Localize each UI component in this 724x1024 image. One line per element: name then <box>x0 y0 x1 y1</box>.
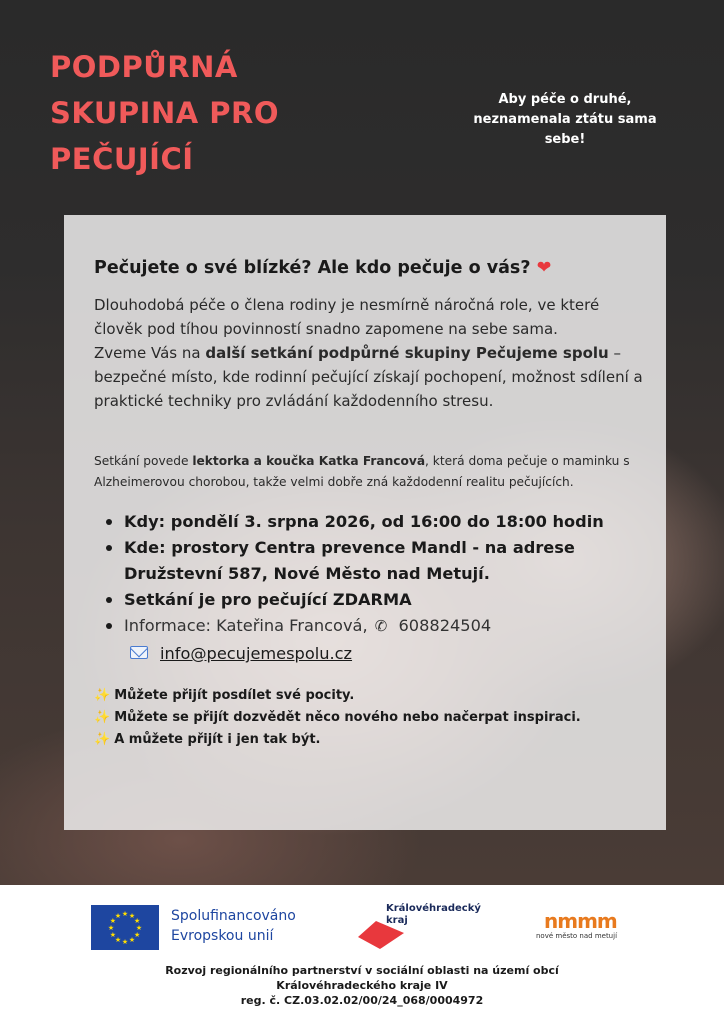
title-line: PODPŮRNÁ <box>50 50 238 84</box>
kraj-text <box>386 903 481 927</box>
nove-mesto-logo <box>536 911 636 943</box>
project-note-line: reg. č. CZ.03.02.02/00/24_068/0004972 <box>240 994 484 1007</box>
eu-text-line: Evropskou unií <box>171 928 274 944</box>
intro-text <box>94 293 646 413</box>
eu-star: ★ <box>135 924 143 932</box>
intro-paragraph-2-pre: Zveme Vás na <box>94 344 206 362</box>
eu-stars-icon <box>91 905 159 950</box>
eu-flag-icon <box>91 905 159 950</box>
eu-star: ★ <box>109 917 117 925</box>
email-link[interactable]: info@pecujemespolu.cz <box>160 644 353 663</box>
info-card <box>64 215 666 830</box>
kraj-text-line: kraj <box>386 915 408 926</box>
eu-star: ★ <box>109 931 117 939</box>
bonus-item <box>94 729 646 751</box>
kraj-logo <box>356 903 486 953</box>
bonus-item-text: Můžete se přijít dozvědět něco nového nebo načerpat inspiraci. <box>114 710 581 725</box>
page-title <box>50 44 350 182</box>
eu-star: ★ <box>107 924 115 932</box>
sparkle-icon: ✨ <box>94 688 111 703</box>
eu-star: ★ <box>128 911 136 920</box>
kraj-text-line: Královéhradecký <box>386 903 481 914</box>
eu-text-line: Spolufinancováno <box>171 908 296 924</box>
bonus-item-text: A můžete přijít i jen tak být. <box>114 732 321 747</box>
title-line: PEČUJÍCÍ <box>50 142 194 176</box>
bonus-item <box>94 707 646 729</box>
bonus-item <box>94 685 646 707</box>
footer <box>0 885 724 1024</box>
intro-paragraph-1: Dlouhodobá péče o člena rodiny je nesmírně náročná role, ve které člověk pod tíhou povinností snadno zapomene na sebe sama. <box>94 296 600 338</box>
project-note-line: Královéhradeckého kraje IV <box>276 979 448 992</box>
card-heading-text: Pečujete o své blízké? Ale kdo pečuje o vás? <box>94 258 531 278</box>
eu-star: ★ <box>114 936 122 945</box>
title-line: SKUPINA PRO <box>50 96 279 130</box>
detail-where: Kde: prostory Centra prevence Mandl - na adrese Družstevní 587, Nové Město nad Metují. <box>124 535 646 587</box>
project-note-line: Rozvoj regionálního partnerství v sociální oblasti na území obcí <box>165 964 559 977</box>
sparkle-icon: ✨ <box>94 710 111 725</box>
bonus-list <box>94 685 646 751</box>
detail-when: Kdy: pondělí 3. srpna 2026, od 16:00 do 18:00 hodin <box>124 509 646 535</box>
card-heading <box>94 255 646 281</box>
tagline: Aby péče o druhé, neznamenala ztátu sama sebe! <box>473 92 657 147</box>
lector-name: lektorka a koučka Katka Francová <box>192 454 426 468</box>
sparkle-icon: ✨ <box>94 732 111 747</box>
nm-mark: nmmm <box>544 909 617 933</box>
eu-star: ★ <box>133 931 141 939</box>
eu-star: ★ <box>121 910 129 918</box>
eu-cofinancing-logo <box>171 906 296 946</box>
lector-text <box>94 451 646 493</box>
mail-icon <box>130 646 148 659</box>
heart-icon: ❤ <box>536 258 552 278</box>
intro-paragraph-2-bold: další setkání podpůrné skupiny Pečujeme spolu <box>205 344 609 362</box>
detail-free: Setkání je pro pečující ZDARMA <box>124 587 646 613</box>
event-details <box>124 509 646 667</box>
eu-star: ★ <box>114 911 122 920</box>
lector-post: , která doma pečuje o maminku s Alzheimerovou chorobou, takže velmi dobře zná každodenní realitu pečujících. <box>94 454 630 489</box>
intro-paragraph-2-post: – bezpečné místo, kde rodinní pečující získají pochopení, možnost sdílení a praktické techniky pro zvládání každodenního stresu. <box>94 344 643 410</box>
detail-email <box>124 641 646 667</box>
eu-star: ★ <box>133 917 141 925</box>
eu-star: ★ <box>128 936 136 945</box>
project-note <box>0 963 724 1008</box>
nm-text: nové město nad metují <box>536 932 618 940</box>
phone-number[interactable]: 608824504 <box>398 616 492 635</box>
bonus-item-text: Můžete přijít posdílet své pocity. <box>114 688 355 703</box>
phone-icon: ✆ <box>374 617 388 635</box>
info-label: Informace: Kateřina Francová, <box>124 616 368 635</box>
lector-pre: Setkání povede <box>94 454 193 468</box>
detail-info <box>124 613 646 639</box>
eu-star: ★ <box>121 938 129 946</box>
